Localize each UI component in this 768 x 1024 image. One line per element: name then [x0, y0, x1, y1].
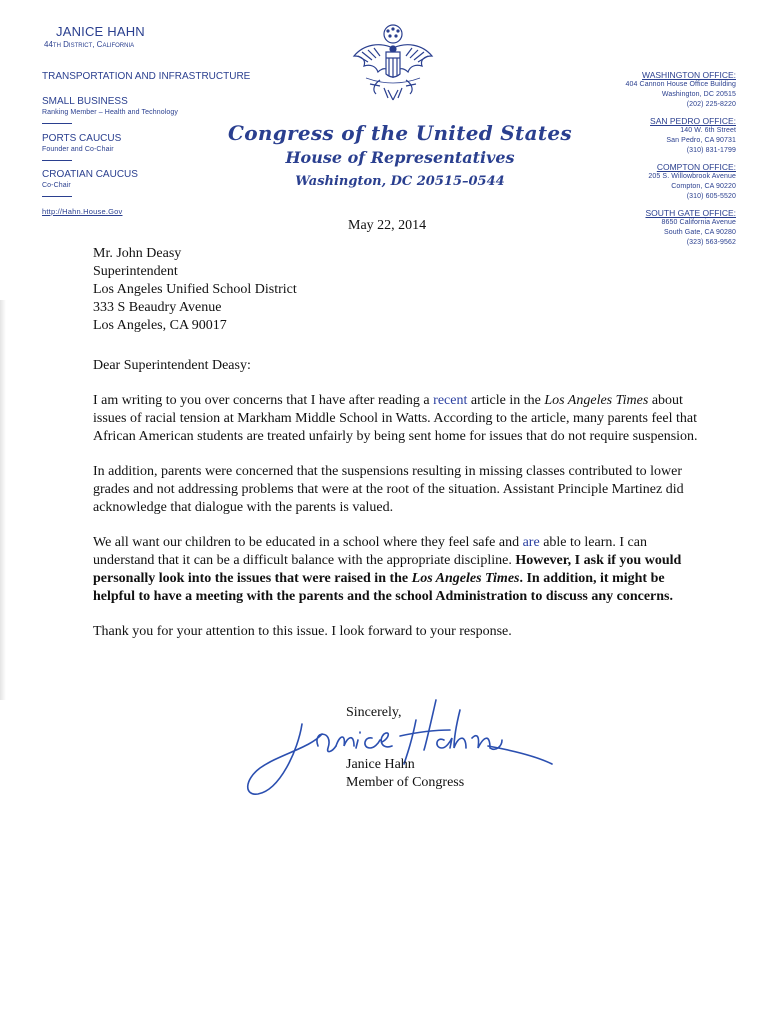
letter-date: May 22, 2014 [348, 218, 427, 233]
letter-body [93, 245, 703, 641]
paragraph-4: Thank you for your attention to this issue. I look forward to your response. [93, 624, 512, 639]
office-line: 205 S. Willowbrook Avenue [648, 173, 736, 180]
paragraph-3 [93, 534, 703, 606]
request-text: . In addition, it might be helpful to have a meeting with the parents and the school Administration to discuss any concerns. [93, 571, 674, 604]
recipient-line: Superintendent [93, 264, 178, 279]
recent-article-link[interactable]: recent [433, 393, 468, 408]
masthead-house: House of Representatives [285, 148, 515, 167]
publication-name: Los Angeles Times [544, 393, 649, 408]
recipient-line: Los Angeles Unified School District [93, 282, 297, 297]
website-link[interactable]: http://Hahn.House.Gov [42, 207, 123, 216]
divider [42, 160, 72, 161]
office-line: San Pedro, CA 90731 [666, 137, 736, 144]
divider [42, 196, 72, 197]
text-run: We all want our children to be educated in a school where they feel safe and [93, 535, 523, 550]
office-name: COMPTON OFFICE: [656, 162, 736, 172]
committee-1 [42, 71, 250, 83]
office-washington [536, 70, 736, 110]
office-line: Compton, CA 90220 [671, 183, 736, 190]
office-south-gate [536, 208, 736, 248]
committee-name: SMALL BUSINESS [42, 96, 128, 107]
committee-name: TRANSPORTATION AND INFRASTRUCTURE [42, 71, 251, 82]
paragraph-1 [93, 392, 703, 446]
text-run: able to learn. I can understand that it can be a difficult balance with the appropriate discipline. [93, 535, 647, 568]
committee-3 [42, 133, 121, 155]
office-line: Washington, DC 20515 [661, 91, 736, 98]
committee-4 [42, 169, 138, 191]
member-name: JANICE HAHN [56, 24, 145, 39]
recipient-line: Mr. John Deasy [93, 246, 182, 261]
office-name: WASHINGTON OFFICE: [642, 70, 736, 80]
highlighted-word: are [522, 535, 540, 550]
text-run: article in the [467, 393, 545, 408]
office-compton [536, 162, 736, 202]
committee-name: CROATIAN CAUCUS [42, 169, 138, 180]
office-line: (202) 225-8220 [686, 101, 736, 108]
office-line: 140 W. 6th Street [680, 127, 736, 134]
closing: Sincerely, [346, 705, 402, 720]
paragraph-2: In addition, parents were concerned that the suspensions resulting in missing classes contributed to lower grades and not addressing problems that were at the root of the situation. Assistant Principle Martinez did acknowledge that dialogue with the parents is valued. [93, 464, 684, 515]
recipient-line: 333 S Beaudry Avenue [93, 300, 222, 315]
salutation: Dear Superintendent Deasy: [93, 358, 251, 373]
masthead-address: Washington, DC 20515–0544 [295, 174, 505, 189]
office-list [536, 70, 736, 254]
signer-title: Member of Congress [346, 775, 465, 790]
committee-role: Co-Chair [42, 182, 71, 189]
masthead-congress: Congress of the United States [228, 121, 572, 145]
page-edge-shadow [0, 300, 6, 700]
text-run: about issues of racial tension at Markham Middle School in Watts. According to the article, many parents feel that African American students are treated unfairly by being sent home for issues that do not require suspension. [93, 393, 698, 444]
text-run: I am writing to you over concerns that I have after reading a [93, 393, 434, 408]
recipient-address [93, 245, 703, 335]
committee-2 [42, 96, 178, 118]
office-line: (323) 563-9562 [686, 239, 736, 246]
committee-role: Founder and Co-Chair [42, 146, 114, 153]
letterhead-left-column [42, 24, 272, 216]
signer-name: Janice Hahn [346, 757, 415, 772]
committee-role: Ranking Member – Health and Technology [42, 109, 178, 116]
office-line: South Gate, CA 90280 [663, 229, 736, 236]
recipient-line: Los Angeles, CA 90017 [93, 318, 227, 333]
committee-name: PORTS CAUCUS [42, 133, 122, 144]
request-text: However, I ask if you would personally look into the issues that were raised in the [93, 553, 682, 586]
signer-block [346, 756, 464, 792]
publication-name: Los Angeles Times [411, 571, 520, 586]
member-district: 44th District, California [44, 40, 135, 49]
office-name: SOUTH GATE OFFICE: [645, 208, 736, 218]
office-line: (310) 605-5520 [686, 193, 736, 200]
office-name: SAN PEDRO OFFICE: [650, 116, 736, 126]
office-line: 404 Cannon House Office Building [625, 81, 736, 88]
divider [42, 123, 72, 124]
office-line: (310) 831-1799 [686, 147, 736, 154]
office-line: 8650 California Avenue [661, 219, 736, 226]
office-san-pedro [536, 116, 736, 156]
handwritten-signature [240, 690, 560, 810]
great-seal-icon [350, 22, 436, 102]
